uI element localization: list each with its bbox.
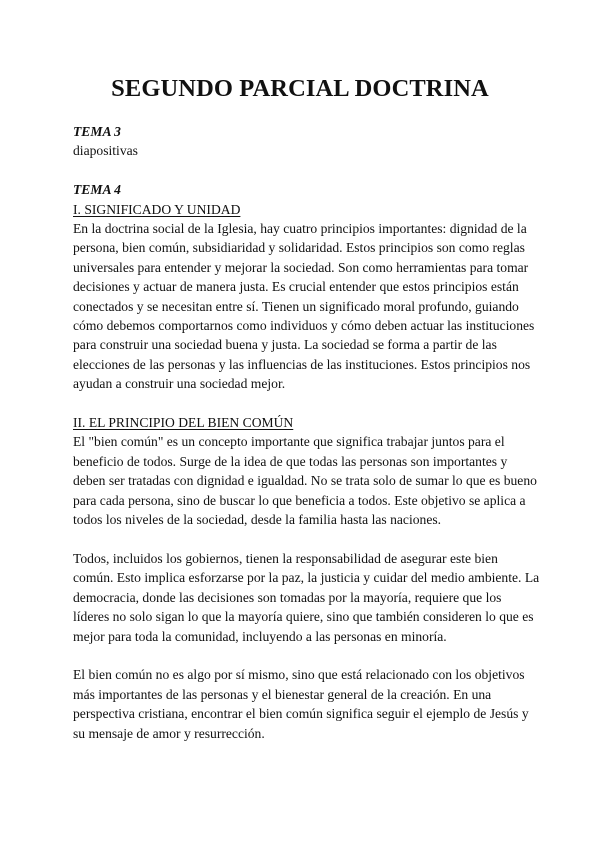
spacer xyxy=(73,530,541,549)
section-2-heading: II. EL PRINCIPIO DEL BIEN COMÚN xyxy=(73,415,294,431)
tema-4-label: TEMA 4 xyxy=(73,182,121,198)
section-2-paragraph-2: Todos, incluidos los gobiernos, tienen la responsabilidad de asegurar este bien común. Esto implica esforzarse por la paz, la justicia y cuidar del medio ambiente. La democracia, donde las decisiones son tomadas por la mayoría, requiere que los líderes no solo sigan lo que la mayoría quiere, sino que también consideren lo que es mejor para toda la comunidad, incluyendo a las personas en minoría. xyxy=(73,550,540,644)
section-2-paragraph-1: El "bien común" es un concepto importante que significa trabajar juntos para el beneficio de todos. Surge de la idea de que todas las personas son importantes y deben ser tratadas con dignidad e igualdad. No se trata solo de sumar lo que es bueno para cada persona, sino de buscar lo que beneficia a todos. Este objetivo se aplica a todos los niveles de la sociedad, desde la familia hasta las naciones. xyxy=(73,434,537,528)
spacer xyxy=(73,161,541,180)
section-1-paragraph: En la doctrina social de la Iglesia, hay cuatro principios importantes: dignidad de la persona, bien común, subsidiaridad y solidaridad. Estos principios son como reglas universales para entender y mejorar la sociedad. Son como herramientas para tomar decisiones y actuar de manera justa. Es crucial entender que estos principios están conectados y se necesitan entre sí. Tienen un significado moral profundo, guiando cómo debemos comportarnos como individuos y cómo deben actuar las instituciones para construir una sociedad buena y justa. La sociedad se forma a partir de las elecciones de las personas y las influencias de las instituciones. Estos principios nos ayudan a construir una sociedad mejor. xyxy=(73,221,535,392)
document-body xyxy=(73,122,541,743)
spacer xyxy=(73,394,541,413)
section-1-heading: I. SIGNIFICADO Y UNIDAD xyxy=(73,201,241,217)
spacer xyxy=(73,646,541,665)
tema-3-text: diapositivas xyxy=(73,143,138,159)
section-2-paragraph-3: El bien común no es algo por sí mismo, sino que está relacionado con los objetivos más importantes de las personas y el bienestar general de la creación. En una perspectiva cristiana, encontrar el bien común significa seguir el ejemplo de Jesús y su mensaje de amor y resurrección. xyxy=(73,667,529,741)
tema-3-label: TEMA 3 xyxy=(73,124,121,139)
document-title: SEGUNDO PARCIAL DOCTRINA xyxy=(111,75,489,102)
